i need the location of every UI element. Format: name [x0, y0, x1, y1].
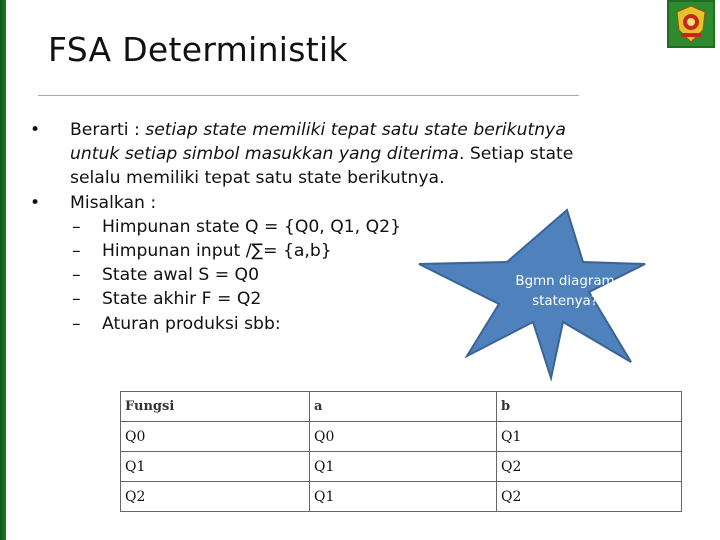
university-crest-icon — [667, 0, 715, 48]
header-cell: Fungsi — [121, 392, 310, 422]
definition-italic: setiap state memiliki tepat satu state berikutnya untuk setiap simbol masukkan yang diterima — [70, 120, 566, 165]
table-header-row — [121, 392, 682, 422]
dash-marker: – — [72, 216, 81, 237]
table-cell: Q2 — [497, 482, 682, 512]
table-cell: Q1 — [121, 452, 310, 482]
dash-marker: – — [72, 265, 81, 286]
table-row — [121, 452, 682, 482]
bullet-marker: • — [30, 120, 41, 140]
slide-title: FSA Deterministik — [48, 30, 348, 69]
dash-marker: – — [72, 241, 81, 262]
table-cell: Q1 — [310, 452, 497, 482]
definition-suffix: . Setiap state selalu memiliki tepat satu state berikutnya. — [70, 144, 574, 189]
definition-prefix: Berarti : — [70, 120, 146, 140]
table-cell: Q0 — [310, 422, 497, 452]
sub-item-text: Aturan produksi sbb: — [102, 313, 281, 334]
example-label: Misalkan : — [70, 192, 157, 213]
dash-marker: – — [72, 289, 81, 310]
sub-item-text: Himpunan state Q = {Q0, Q1, Q2} — [102, 216, 402, 237]
title-divider — [38, 95, 579, 96]
callout-text: Bgmn diagram statenya? — [515, 274, 615, 309]
transition-table — [120, 391, 682, 512]
sub-item-text: State akhir F = Q2 — [102, 289, 262, 310]
table-cell: Q2 — [121, 482, 310, 512]
header-cell: b — [497, 392, 682, 422]
table-row — [121, 482, 682, 512]
dash-marker: – — [72, 313, 81, 334]
table-row — [121, 422, 682, 452]
table-cell: Q1 — [310, 482, 497, 512]
bullet-definition — [30, 118, 590, 191]
sub-item-text: State awal S = Q0 — [102, 265, 260, 286]
table-cell: Q1 — [497, 422, 682, 452]
table-cell: Q2 — [497, 452, 682, 482]
header-cell: a — [310, 392, 497, 422]
bullet-marker: • — [30, 192, 41, 213]
left-accent-bar — [0, 0, 6, 540]
table-cell: Q0 — [121, 422, 310, 452]
sub-item-text: Himpunan input /∑= {a,b} — [102, 241, 332, 262]
